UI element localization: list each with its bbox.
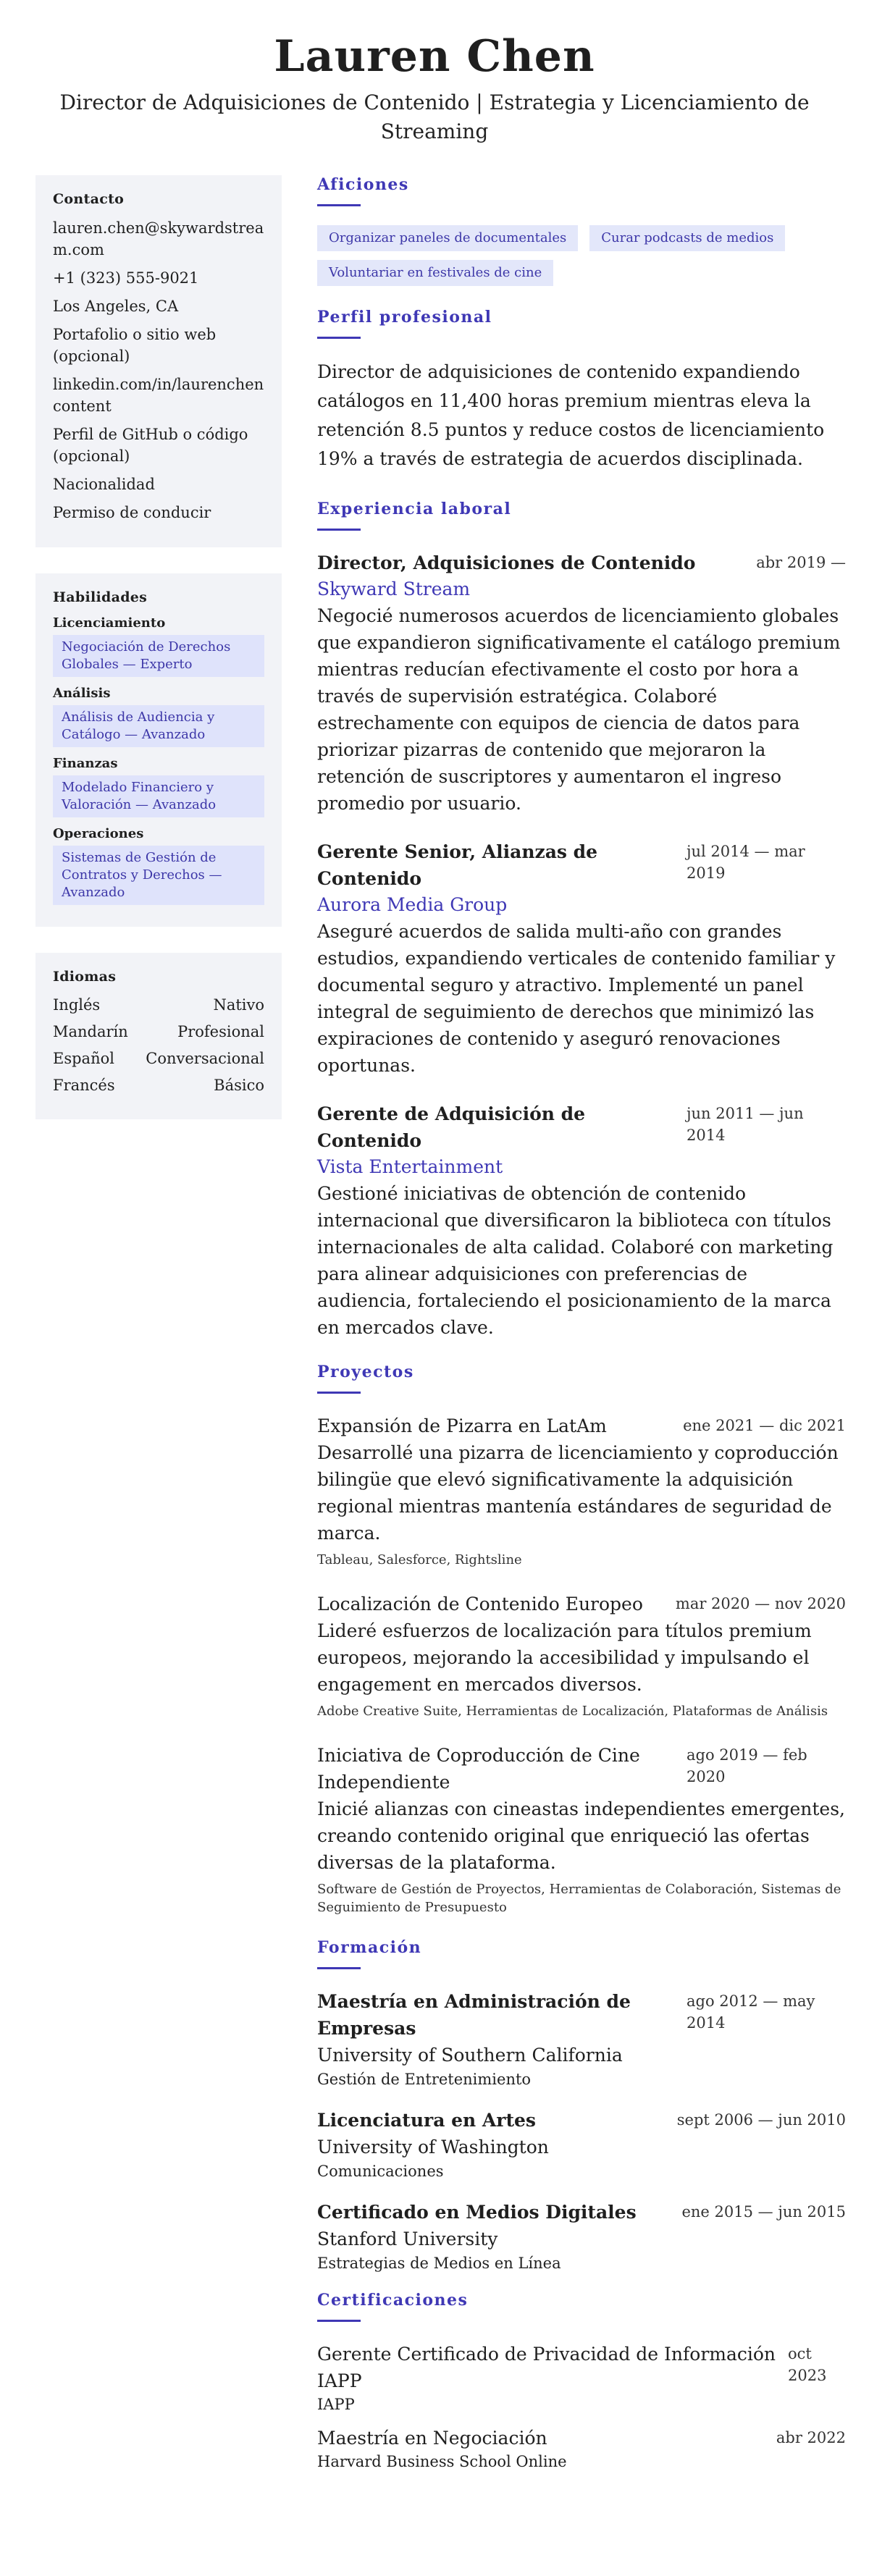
section-divider <box>317 1967 361 1969</box>
project-tech: Tableau, Salesforce, Rightsline <box>317 1552 522 1567</box>
job-description: Negocié numerosos acuerdos de licenciamiento globales que expandieron significativamente el catálogo premium mientras reducían efectivamente el costo por hora a través de supervisión estratégica. Colaboré estrechamente con equipos de ciencia de datos para priorizar pizarras de contenido que mejoraron la retención de suscriptores y aumentaron el ingreso promedio por usuario. <box>317 605 841 814</box>
language-row <box>53 1048 264 1069</box>
school-name: Stanford University <box>317 2228 498 2249</box>
skill-chip: Análisis de Audiencia y Catálogo — Avanzado <box>53 705 264 747</box>
entry-header <box>317 1100 846 1154</box>
skill-group <box>53 686 264 747</box>
project-entry <box>317 1591 846 1720</box>
projects-section <box>317 1363 846 1916</box>
candidate-headline: Director de Adquisiciones de Contenido | Estrategia y Licenciamiento de Streaming <box>59 91 810 143</box>
company-name: Skyward Stream <box>317 578 471 599</box>
certification-date: abr 2022 <box>776 2429 846 2446</box>
job-dates: jun 2011 — jun 2014 <box>687 1105 804 1144</box>
hobbies-title: Aficiones <box>317 175 409 194</box>
certifications-section <box>317 2291 846 2472</box>
project-dates: mar 2020 — nov 2020 <box>675 1595 846 1612</box>
certification-name: Maestría en Negociación <box>317 2428 547 2449</box>
job-title: Gerente de Adquisición de Contenido <box>317 1103 586 1151</box>
entry-header <box>317 1988 846 2042</box>
education-title: Formación <box>317 1938 422 1957</box>
language-level: Conversacional <box>146 1050 264 1067</box>
skill-group <box>53 756 264 817</box>
project-description: Inicié alianzas con cineastas independientes emergentes, creando contenido original que enriqueció las ofertas diversas de la plataforma. <box>317 1798 845 1873</box>
certification-issuer: IAPP <box>317 2396 355 2413</box>
language-name: Inglés <box>53 996 101 1014</box>
languages-title: Idiomas <box>53 969 117 985</box>
project-name: Localización de Contenido Europeo <box>317 1594 643 1615</box>
contact-portfolio: Portafolio o sitio web (opcional) <box>53 326 217 365</box>
language-row <box>53 995 264 1015</box>
contact-email[interactable]: lauren.chen@skywardstream.com <box>53 219 264 258</box>
skill-group-title: Finanzas <box>53 756 118 771</box>
entry-header <box>317 1742 846 1796</box>
project-entry <box>317 1413 846 1569</box>
language-level: Nativo <box>213 996 264 1014</box>
school-name: University of Washington <box>317 2137 549 2158</box>
section-divider <box>317 204 361 206</box>
school-name: University of Southern California <box>317 2045 623 2066</box>
contact-license: Permiso de conducir <box>53 504 211 521</box>
education-section <box>317 1938 846 2275</box>
section-divider <box>317 337 361 339</box>
project-dates: ago 2019 — feb 2020 <box>687 1746 807 1785</box>
section-divider <box>317 2320 361 2322</box>
entry-header <box>317 550 846 576</box>
hobbies-section <box>317 175 846 286</box>
project-description: Desarrollé una pizarra de licenciamiento y coproducción bilingüe que elevó significativamente la adquisición regional mientras mantenía estándares de seguridad de marca. <box>317 1442 839 1544</box>
hobby-tags <box>317 225 839 286</box>
certifications-title: Certificaciones <box>317 2291 469 2310</box>
degree-title: Licenciatura en Artes <box>317 2110 536 2131</box>
contact-github: Perfil de GitHub o código (opcional) <box>53 426 248 465</box>
experience-entry <box>317 838 846 1079</box>
contact-nationality: Nacionalidad <box>53 476 155 493</box>
skills-card <box>35 573 282 927</box>
project-dates: ene 2021 — dic 2021 <box>683 1417 846 1434</box>
project-description: Lideré esfuerzos de localización para títulos premium europeos, mejorando la accesibilidad y impulsando el engagement en mercados diversos. <box>317 1620 812 1695</box>
education-dates: ago 2012 — may 2014 <box>687 1992 815 2032</box>
profile-title: Perfil profesional <box>317 308 492 327</box>
section-divider <box>317 529 361 531</box>
job-description: Aseguré acuerdos de salida multi-año con grandes estudios, expandiendo verticales de contenido familiar y documental seguro y atractivo. Implementé un panel integral de seguimiento de derechos que minimizó las expiraciones de contenido y aseguró renovaciones oportunas. <box>317 921 836 1076</box>
job-dates: jul 2014 — mar 2019 <box>687 843 805 882</box>
certification-entry <box>317 2425 846 2472</box>
language-row <box>53 1022 264 1042</box>
field-of-study: Estrategias de Medios en Línea <box>317 2255 561 2272</box>
projects-title: Proyectos <box>317 1363 414 1381</box>
contact-linkedin[interactable]: linkedin.com/in/laurenchencontent <box>53 376 264 415</box>
degree-title: Certificado en Medios Digitales <box>317 2202 637 2223</box>
job-dates: abr 2019 — <box>756 554 846 571</box>
profile-summary: Director de adquisiciones de contenido expandiendo catálogos en 11,400 horas premium mientras eleva la retención 8.5 puntos y reduce costos de licenciamiento 19% a través de estrategia de acuerdos disciplinada. <box>317 361 825 469</box>
contact-card <box>35 175 282 547</box>
project-tech: Software de Gestión de Proyectos, Herramientas de Colaboración, Sistemas de Seguimiento de Presupuesto <box>317 1882 841 1915</box>
project-entry <box>317 1742 846 1916</box>
language-name: Mandarín <box>53 1023 128 1040</box>
job-title: Director, Adquisiciones de Contenido <box>317 552 696 573</box>
profile-section <box>317 308 846 473</box>
skill-group-title: Análisis <box>53 686 111 701</box>
language-name: Francés <box>53 1077 115 1094</box>
company-name: Vista Entertainment <box>317 1156 503 1177</box>
entry-header <box>317 1591 846 1617</box>
hobby-tag: Curar podcasts de medios <box>589 225 785 251</box>
job-title: Gerente Senior, Alianzas de Contenido <box>317 841 598 889</box>
skills-title: Habilidades <box>53 589 148 605</box>
entry-header <box>317 2341 846 2394</box>
skill-group-title: Operaciones <box>53 826 144 841</box>
entry-header <box>317 838 846 892</box>
experience-entry <box>317 1100 846 1341</box>
experience-section <box>317 500 846 1341</box>
section-divider <box>317 1392 361 1394</box>
entry-header <box>317 2425 846 2451</box>
education-entry <box>317 2199 846 2275</box>
skill-group <box>53 615 264 677</box>
company-name: Aurora Media Group <box>317 894 508 915</box>
language-row <box>53 1075 264 1095</box>
main-column <box>317 175 846 2493</box>
education-entry <box>317 1988 846 2091</box>
skill-chip: Modelado Financiero y Valoración — Avanzado <box>53 775 264 817</box>
certification-entry <box>317 2341 846 2415</box>
hobby-tag: Voluntariar en festivales de cine <box>317 260 553 286</box>
entry-header <box>317 2107 846 2134</box>
contact-location: Los Angeles, CA <box>53 298 179 315</box>
contact-phone[interactable]: +1 (323) 555-9021 <box>53 269 199 287</box>
project-tech: Adobe Creative Suite, Herramientas de Localización, Plataformas de Análisis <box>317 1704 828 1719</box>
education-entry <box>317 2107 846 2183</box>
skill-group <box>53 826 264 905</box>
skill-chip: Negociación de Derechos Globales — Experto <box>53 635 264 677</box>
experience-entry <box>317 550 846 817</box>
hobby-tag: Organizar paneles de documentales <box>317 225 578 251</box>
skill-chip: Sistemas de Gestión de Contratos y Derechos — Avanzado <box>53 846 264 905</box>
certification-date: oct 2023 <box>788 2345 827 2384</box>
language-level: Profesional <box>177 1023 264 1040</box>
sidebar <box>35 175 282 1145</box>
job-description: Gestioné iniciativas de obtención de contenido internacional que diversificaron la biblioteca con títulos internacionales de alta calidad. Colaboré con marketing para alinear adquisiciones con preferencias de audiencia, fortaleciendo el posicionamiento de la marca en mercados clave. <box>317 1183 834 1338</box>
field-of-study: Comunicaciones <box>317 2163 444 2180</box>
languages-card <box>35 953 282 1119</box>
skill-group-title: Licenciamiento <box>53 615 166 631</box>
contact-title: Contacto <box>53 191 125 207</box>
education-dates: sept 2006 — jun 2010 <box>676 2111 846 2129</box>
degree-title: Maestría en Administración de Empresas <box>317 1991 631 2039</box>
entry-header <box>317 1413 846 1439</box>
resume-header <box>0 0 869 146</box>
experience-title: Experiencia laboral <box>317 500 512 518</box>
language-name: Español <box>53 1050 114 1067</box>
project-name: Expansión de Pizarra en LatAm <box>317 1415 607 1436</box>
candidate-name: Lauren Chen <box>274 31 595 82</box>
certification-issuer: Harvard Business School Online <box>317 2453 567 2470</box>
field-of-study: Gestión de Entretenimiento <box>317 2071 532 2088</box>
certification-name: Gerente Certificado de Privacidad de Información IAPP <box>317 2344 776 2391</box>
education-dates: ene 2015 — jun 2015 <box>681 2203 846 2221</box>
project-name: Iniciativa de Coproducción de Cine Independiente <box>317 1745 640 1793</box>
entry-header <box>317 2199 846 2226</box>
language-level: Básico <box>214 1077 264 1094</box>
